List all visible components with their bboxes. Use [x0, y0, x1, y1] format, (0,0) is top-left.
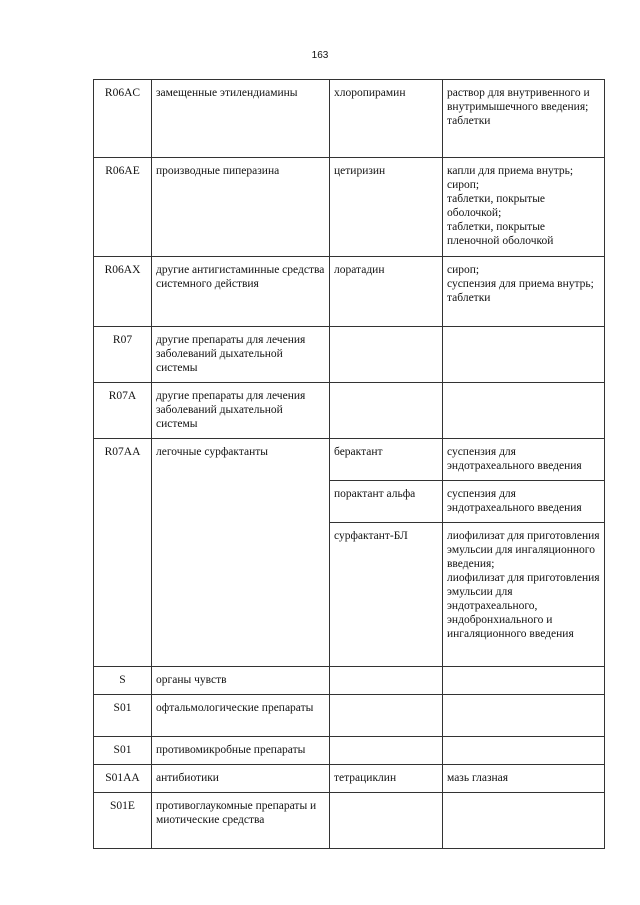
atc-code-cell: R06AX [94, 257, 152, 327]
drug-cell: порактант альфа [330, 481, 443, 523]
atc-code-cell: R06AC [94, 80, 152, 158]
atc-code-cell: S [94, 667, 152, 695]
group-cell: производные пиперазина [152, 158, 330, 257]
group-cell: антибиотики [152, 765, 330, 793]
form-cell [443, 793, 605, 849]
group-cell: противомикробные препараты [152, 737, 330, 765]
table-row [94, 257, 605, 327]
table-row [94, 793, 605, 849]
table-row [94, 383, 605, 439]
table-row [94, 327, 605, 383]
form-cell: суспензия для эндотрахеального введения [443, 481, 605, 523]
form-cell: суспензия для эндотрахеального введения [443, 439, 605, 481]
group-cell: другие препараты для лечения заболеваний дыхательной системы [152, 383, 330, 439]
drug-table [93, 79, 605, 849]
table-row [94, 765, 605, 793]
drug-cell [330, 695, 443, 737]
form-cell: мазь глазная [443, 765, 605, 793]
group-cell: замещенные этилендиамины [152, 80, 330, 158]
group-cell: легочные сурфактанты [152, 439, 330, 667]
group-cell: органы чувств [152, 667, 330, 695]
drug-cell [330, 383, 443, 439]
drug-cell: лоратадин [330, 257, 443, 327]
page-number: 163 [311, 50, 329, 61]
form-cell: сироп; суспензия для приема внутрь; таблетки [443, 257, 605, 327]
table-row [94, 439, 605, 481]
drug-cell [330, 327, 443, 383]
group-cell: офтальмологические препараты [152, 695, 330, 737]
form-cell [443, 667, 605, 695]
atc-code-cell: R06AE [94, 158, 152, 257]
drug-cell [330, 667, 443, 695]
table-row [94, 695, 605, 737]
drug-cell: берактант [330, 439, 443, 481]
form-cell [443, 383, 605, 439]
form-cell [443, 695, 605, 737]
atc-code-cell: S01 [94, 695, 152, 737]
group-cell: противоглаукомные препараты и миотические средства [152, 793, 330, 849]
drug-cell: тетрациклин [330, 765, 443, 793]
table-row [94, 667, 605, 695]
drug-cell [330, 793, 443, 849]
group-cell: другие препараты для лечения заболеваний дыхательной системы [152, 327, 330, 383]
atc-code-cell: S01 [94, 737, 152, 765]
form-cell: капли для приема внутрь; сироп; таблетки, покрытые оболочкой; таблетки, покрытые пленочной оболочкой [443, 158, 605, 257]
atc-code-cell: R07A [94, 383, 152, 439]
form-cell [443, 327, 605, 383]
table-row [94, 158, 605, 257]
atc-code-cell: R07 [94, 327, 152, 383]
atc-code-cell: S01E [94, 793, 152, 849]
table-row [94, 80, 605, 158]
drug-cell: сурфактант-БЛ [330, 523, 443, 667]
drug-cell [330, 737, 443, 765]
form-cell: лиофилизат для приготовления эмульсии для ингаляционного введения; лиофилизат для приготовления эмульсии для эндотрахеального, эндобронхиального и ингаляционного введения [443, 523, 605, 667]
table-row [94, 737, 605, 765]
group-cell: другие антигистаминные средства системного действия [152, 257, 330, 327]
atc-code-cell: S01AA [94, 765, 152, 793]
drug-cell: хлоропирамин [330, 80, 443, 158]
atc-code-cell: R07AA [94, 439, 152, 667]
form-cell: раствор для внутривенного и внутримышечного введения; таблетки [443, 80, 605, 158]
form-cell [443, 737, 605, 765]
drug-cell: цетиризин [330, 158, 443, 257]
